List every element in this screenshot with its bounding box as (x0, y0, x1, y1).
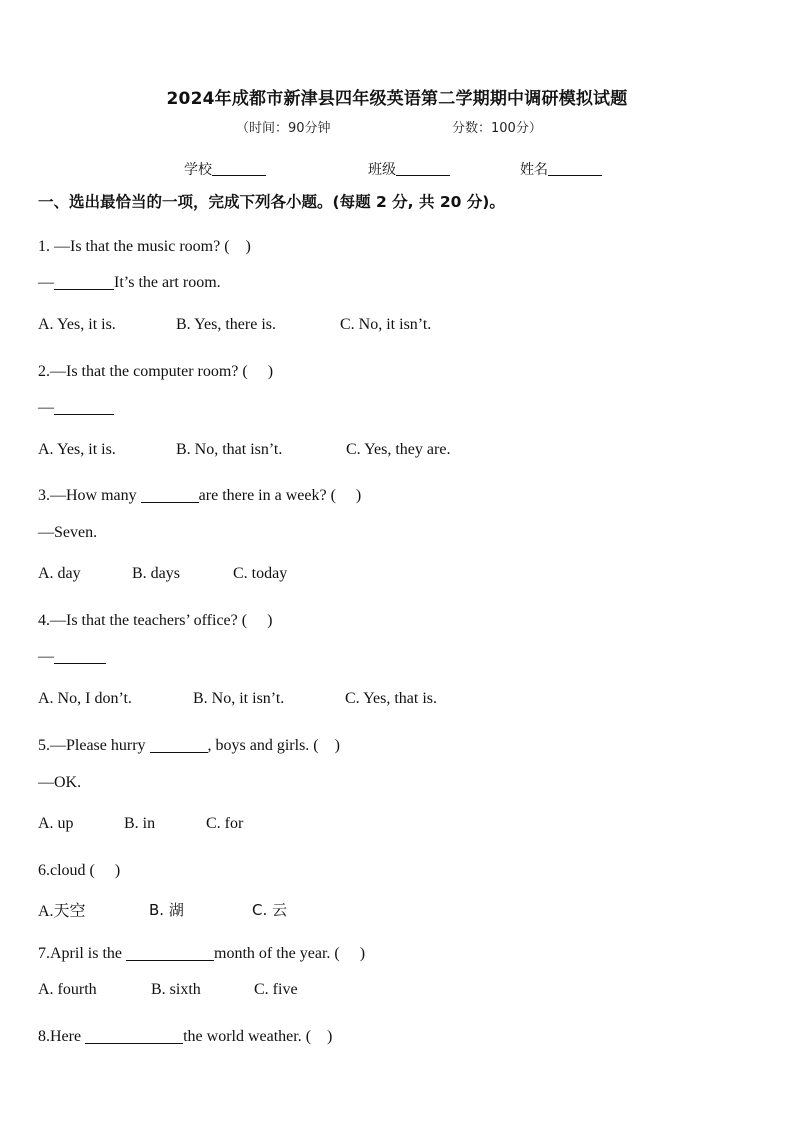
class-label: 班级 (368, 162, 396, 178)
reply-dash: — (38, 399, 54, 416)
answer-blank[interactable] (141, 487, 199, 503)
question-2-option-c[interactable]: C. Yes, they are. (346, 441, 451, 458)
question-4-option-a[interactable]: A. No, I don’t. (38, 690, 132, 707)
question-8-stem (38, 1023, 332, 1046)
question-4-reply (38, 648, 106, 666)
exam-time: （时间：90分钟 (236, 121, 331, 136)
name-field (520, 159, 602, 179)
exam-score: 分数：100分） (452, 121, 542, 136)
reply-text: It’s the art room. (114, 274, 221, 291)
question-5-option-a[interactable]: A. up (38, 815, 74, 832)
question-2-option-a[interactable]: A. Yes, it is. (38, 441, 116, 458)
class-blank[interactable] (396, 161, 450, 176)
answer-blank[interactable] (150, 737, 208, 753)
question-1-option-c[interactable]: C. No, it isn’t. (340, 316, 432, 333)
question-2-option-b[interactable]: B. No, that isn’t. (176, 441, 283, 458)
stem-text: 3.—How many (38, 487, 141, 504)
question-5-option-b[interactable]: B. in (124, 815, 156, 832)
name-label: 姓名 (520, 162, 548, 178)
stem-text: month of the year. ( ) (214, 945, 366, 962)
question-7-option-c[interactable]: C. five (254, 981, 298, 998)
answer-blank[interactable] (126, 945, 214, 961)
answer-blank[interactable] (54, 399, 114, 415)
school-field (184, 159, 266, 179)
question-7-option-b[interactable]: B. sixth (151, 981, 201, 998)
stem-text: the world weather. ( ) (183, 1028, 333, 1045)
stem-text: are there in a week? ( ) (198, 487, 362, 504)
question-5-reply: —OK. (38, 774, 82, 791)
question-2-stem: 2.—Is that the computer room? ( ) (38, 363, 274, 380)
section-heading: 一、选出最恰当的一项，完成下列各小题。(每题 2 分, 共 20 分)。 (38, 193, 505, 211)
question-6-option-a[interactable]: A.天空 (38, 903, 86, 920)
question-4-stem: 4.—Is that the teachers’ office? ( ) (38, 612, 273, 629)
question-4-option-b[interactable]: B. No, it isn’t. (193, 690, 285, 707)
question-6-option-b[interactable]: B. 湖 (149, 901, 184, 919)
question-1-stem: 1. —Is that the music room? ( ) (38, 238, 251, 255)
reply-dash: — (38, 274, 54, 291)
question-1-reply (38, 274, 221, 292)
question-7-option-a[interactable]: A. fourth (38, 981, 97, 998)
exam-title: 2024年成都市新津县四年级英语第二学期期中调研模拟试题 (166, 89, 628, 109)
question-5-stem (38, 732, 340, 755)
question-1-option-b[interactable]: B. Yes, there is. (176, 316, 277, 333)
school-label: 学校 (184, 162, 212, 178)
reply-dash: — (38, 648, 54, 665)
stem-text: , boys and girls. ( ) (207, 737, 340, 754)
class-field (368, 159, 450, 179)
stem-text: 8.Here (38, 1028, 86, 1045)
question-6-option-c[interactable]: C. 云 (252, 901, 288, 919)
question-7-stem (38, 940, 365, 963)
question-1-option-a[interactable]: A. Yes, it is. (38, 316, 116, 333)
question-6-stem: 6.cloud ( ) (38, 862, 121, 879)
answer-blank[interactable] (54, 648, 106, 664)
stem-text: 7.April is the (38, 945, 126, 962)
question-5-option-c[interactable]: C. for (206, 815, 244, 832)
answer-blank[interactable] (85, 1028, 183, 1044)
stem-text: 5.—Please hurry (38, 737, 150, 754)
question-3-option-b[interactable]: B. days (132, 565, 180, 582)
question-3-option-c[interactable]: C. today (233, 565, 288, 582)
question-3-option-a[interactable]: A. day (38, 565, 81, 582)
question-3-reply: —Seven. (38, 524, 98, 541)
answer-blank[interactable] (54, 274, 114, 290)
name-blank[interactable] (548, 161, 602, 176)
question-2-reply (38, 399, 114, 417)
school-blank[interactable] (212, 161, 266, 176)
question-4-option-c[interactable]: C. Yes, that is. (345, 690, 438, 707)
question-3-stem (38, 482, 361, 505)
